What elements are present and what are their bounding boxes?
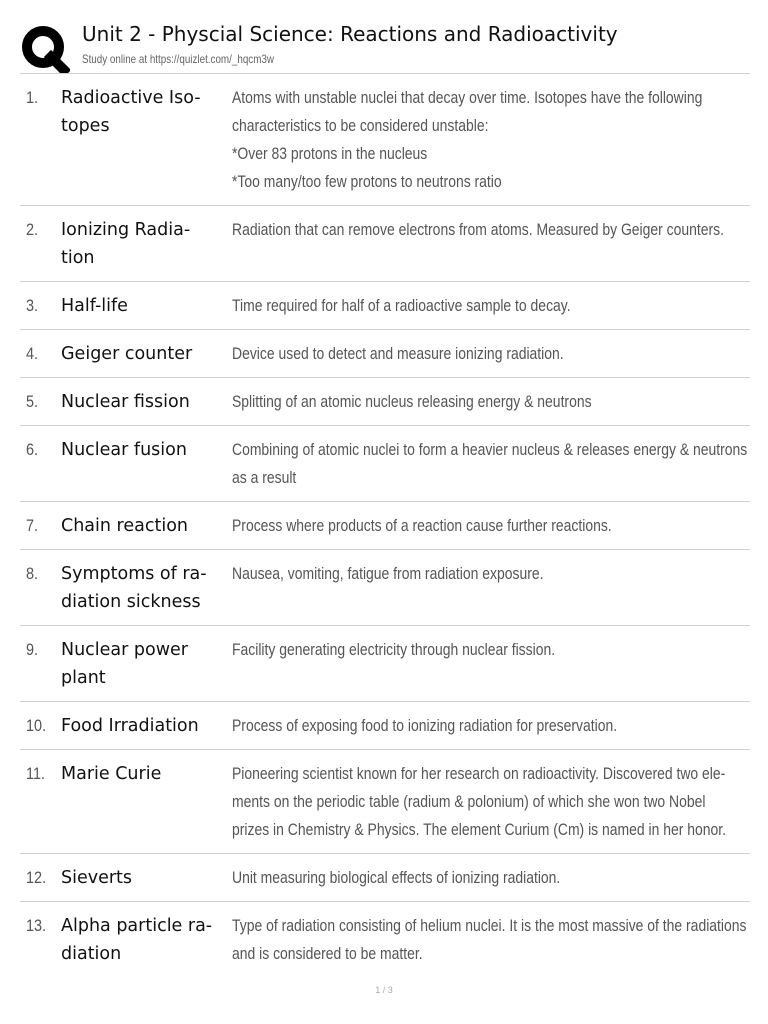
term-line: Marie Curie: [61, 764, 162, 784]
definition-line: Process of exposing food to ionizing radiation for preservation.: [232, 716, 618, 735]
term-line: Geiger counter: [61, 344, 193, 364]
definition-line: Process where products of a reaction cause further reactions.: [232, 516, 612, 535]
definition-text: [232, 436, 748, 492]
definition-line: ments on the periodic table (radium & polonium) of which she won two Nobel: [232, 792, 706, 811]
term-number: 13.: [26, 916, 47, 935]
term-number: 9.: [26, 640, 39, 659]
page-header: [20, 18, 750, 74]
definition-text: [232, 712, 740, 740]
term-line: Half-life: [61, 296, 128, 316]
definition-text: [232, 560, 740, 588]
definition-text: [232, 84, 740, 196]
term-number: 11.: [26, 764, 46, 783]
term-line: Ionizing Radia-: [61, 220, 191, 240]
definition-line: *Too many/too few protons to neutrons ratio: [232, 172, 502, 191]
term-number: 10.: [26, 716, 47, 735]
term-text: [61, 340, 226, 368]
definition-text: [232, 912, 747, 968]
term-text: [61, 512, 226, 540]
page-title: Unit 2 - Physcial Science: Reactions and Radioactivity: [82, 22, 618, 46]
definition-line: Facility generating electricity through nuclear fission.: [232, 640, 556, 659]
definition-text: [232, 636, 740, 664]
definition-line: prizes in Chemistry & Physics. The element Curium (Cm) is named in her honor.: [232, 820, 727, 839]
term-line: Sieverts: [61, 868, 133, 888]
definition-line: *Over 83 protons in the nucleus: [232, 144, 428, 163]
term-number: 1.: [26, 88, 39, 107]
term-number: 12.: [26, 868, 47, 887]
term-row: [20, 330, 750, 378]
definition-text: [232, 340, 740, 368]
term-row: [20, 854, 750, 902]
term-text: [61, 84, 226, 140]
definition-line: Atoms with unstable nuclei that decay over time. Isotopes have the following: [232, 88, 703, 107]
definition-line: Splitting of an atomic nucleus releasing energy & neutrons: [232, 392, 592, 411]
definition-text: [232, 388, 740, 416]
term-number: 2.: [26, 220, 39, 239]
term-text: [61, 864, 226, 892]
definition-line: Unit measuring biological effects of ionizing radiation.: [232, 868, 561, 887]
term-text: [61, 436, 226, 464]
term-row: [20, 750, 750, 854]
term-row: [20, 550, 750, 626]
quizlet-q-logo-icon: [20, 24, 70, 74]
term-number: 6.: [26, 440, 39, 459]
definition-text: [232, 512, 740, 540]
term-row: [20, 702, 750, 750]
term-number: 3.: [26, 296, 39, 315]
definition-line: Time required for half of a radioactive sample to decay.: [232, 296, 571, 315]
term-list: [20, 74, 750, 978]
term-line: diation: [61, 944, 122, 964]
term-line: Food Irradiation: [61, 716, 199, 736]
term-text: [61, 388, 226, 416]
definition-text: [232, 292, 740, 320]
definition-line: Combining of atomic nuclei to form a heavier nucleus & releases energy & neutrons: [232, 440, 748, 459]
term-line: Chain reaction: [61, 516, 188, 536]
definition-line: Nausea, vomiting, fatigue from radiation exposure.: [232, 564, 544, 583]
term-line: Nuclear fission: [61, 392, 190, 412]
definition-line: Pioneering scientist known for her research on radioactivity. Discovered two ele-: [232, 764, 726, 783]
term-text: [61, 292, 226, 320]
term-row: [20, 626, 750, 702]
definition-line: characteristics to be considered unstable:: [232, 116, 489, 135]
term-line: Alpha particle ra-: [61, 916, 213, 936]
definition-line: Device used to detect and measure ionizing radiation.: [232, 344, 564, 363]
term-row: [20, 902, 750, 978]
definition-line: as a result: [232, 468, 297, 487]
term-row: [20, 74, 750, 206]
definition-text: [232, 864, 740, 892]
term-text: [61, 636, 226, 692]
definition-line: Radiation that can remove electrons from atoms. Measured by Geiger counters.: [232, 220, 725, 239]
term-line: plant: [61, 668, 106, 688]
term-line: Nuclear power: [61, 640, 189, 660]
term-line: Symptoms of ra-: [61, 564, 207, 584]
term-number: 5.: [26, 392, 39, 411]
term-line: diation sickness: [61, 592, 201, 612]
study-link-text: Study online at https://quizlet.com/_hqcm3w: [82, 52, 274, 66]
term-row: [20, 206, 750, 282]
term-number: 8.: [26, 564, 39, 583]
term-text: [61, 760, 226, 788]
term-text: [61, 712, 226, 740]
page-number: 1 / 3: [375, 985, 393, 995]
term-row: [20, 378, 750, 426]
term-line: Nuclear fusion: [61, 440, 187, 460]
term-number: 4.: [26, 344, 39, 363]
term-text: [61, 216, 226, 272]
term-text: [61, 912, 226, 968]
definition-text: [232, 760, 740, 844]
term-number: 7.: [26, 516, 39, 535]
term-row: [20, 502, 750, 550]
definition-text: [232, 216, 740, 244]
term-text: [61, 560, 226, 616]
definition-line: and is considered to be matter.: [232, 944, 423, 963]
term-line: Radioactive Iso-: [61, 88, 201, 108]
term-line: topes: [61, 116, 110, 136]
term-row: [20, 282, 750, 330]
definition-line: Type of radiation consisting of helium nuclei. It is the most massive of the radiations: [232, 916, 747, 935]
term-line: tion: [61, 248, 95, 268]
term-row: [20, 426, 750, 502]
